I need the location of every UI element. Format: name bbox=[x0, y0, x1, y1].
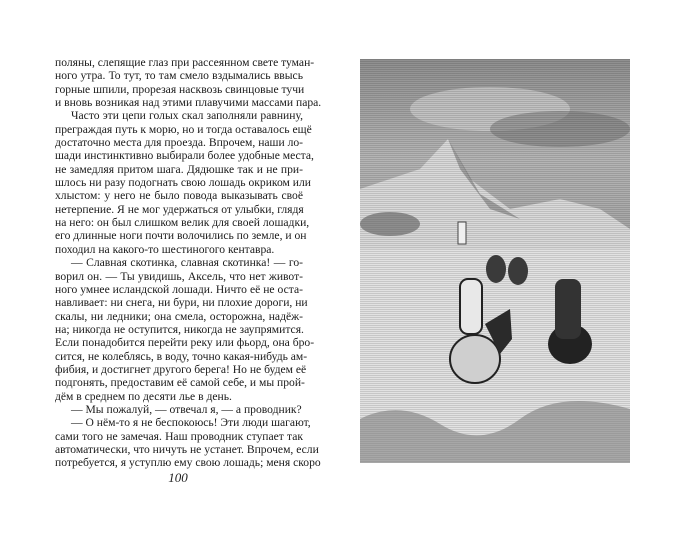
text-line: ворил он. — Ты увидишь, Аксель, что нет живот- bbox=[55, 269, 303, 283]
text-line: ного умнее исландской лошади. Ничто её не оста- bbox=[55, 282, 303, 296]
page-number: 100 bbox=[168, 470, 188, 485]
packhorse bbox=[486, 255, 506, 283]
text-line: подгонять, предоставим её самой себе, и мы прой- bbox=[55, 376, 305, 390]
engraving-illustration bbox=[360, 59, 630, 463]
text-line: — О нём-то я не беспокоюсь! Эти люди шагают, bbox=[71, 416, 311, 430]
text-line: его длинные ноги почти волочились по земле, и он bbox=[55, 229, 307, 243]
text-line: поляны, слепящие глаз при рассеянном свете туман- bbox=[55, 56, 315, 69]
text-line: походил на какого-то шестиногого кентавра. bbox=[55, 242, 275, 256]
rocks bbox=[360, 212, 420, 236]
packhorse bbox=[508, 257, 528, 285]
text-line: сится, не колеблясь, в воду, точно какая-нибудь ам- bbox=[55, 349, 308, 363]
text-line: навливает: ни снега, ни бури, ни плохие дороги, ни bbox=[55, 296, 308, 310]
text-line: сами того не замечая. Наш проводник ступает так bbox=[55, 429, 303, 443]
text-line: шлось ни разу подогнать свою лошадь окриком или bbox=[55, 176, 311, 190]
rider-right bbox=[555, 279, 581, 339]
text-line: потребуется, я уступлю ему свою лошадь; меня скоро bbox=[55, 456, 321, 470]
text-line: шади инстинктивно выбирали более удобные места, bbox=[55, 149, 314, 163]
text-line: не замедляя притом шага. Дядюшке так и не при- bbox=[55, 162, 303, 176]
text-line: горные шпили, прорезая насквозь свинцовые тучи bbox=[55, 82, 305, 96]
text-line: дём в среднем по десяти лье в день. bbox=[55, 389, 232, 403]
text-line: хлыстом: у него не было повода выказывать своё bbox=[55, 189, 303, 203]
text-line: на него: он был слишком велик для своей лошадки, bbox=[55, 216, 310, 230]
text-line: — Мы пожалуй, — отвечал я, — а проводник? bbox=[71, 402, 302, 416]
text-line: Часто эти цепи голых скал заполняли равнину, bbox=[71, 109, 303, 123]
text-line: скалы, ни ледники; она смела, осторожна, надёж- bbox=[55, 309, 303, 323]
text-line: преграждая путь к морю, но и тогда оставалось ещё bbox=[55, 122, 312, 136]
guide-figure bbox=[458, 222, 466, 244]
text-line: автоматически, что ничуть не устанет. Впрочем, если bbox=[55, 442, 319, 456]
text-line: ного утра. То тут, то там смело вздымались ввысь bbox=[55, 69, 303, 83]
text-line: Если понадобится перейти реку или фьорд, она бро- bbox=[55, 336, 315, 350]
text-line: достаточно места для проезда. Впрочем, наши ло- bbox=[55, 136, 304, 150]
text-line: — Славная скотинка, славная скотинка! — го- bbox=[71, 256, 303, 270]
book-page-text bbox=[55, 56, 322, 470]
rider-left bbox=[460, 279, 482, 334]
text-line: и вновь возникая над этими плавучими массами пара. bbox=[55, 96, 322, 110]
text-line: фибия, и достигнет другого берега! Но не будем её bbox=[55, 362, 307, 376]
text-line: нетерпение. Я не мог удержаться от улыбки, глядя bbox=[55, 202, 304, 216]
text-line: на; никогда не оступится, никогда не заупрямится. bbox=[55, 322, 304, 336]
horse-left bbox=[450, 335, 500, 383]
